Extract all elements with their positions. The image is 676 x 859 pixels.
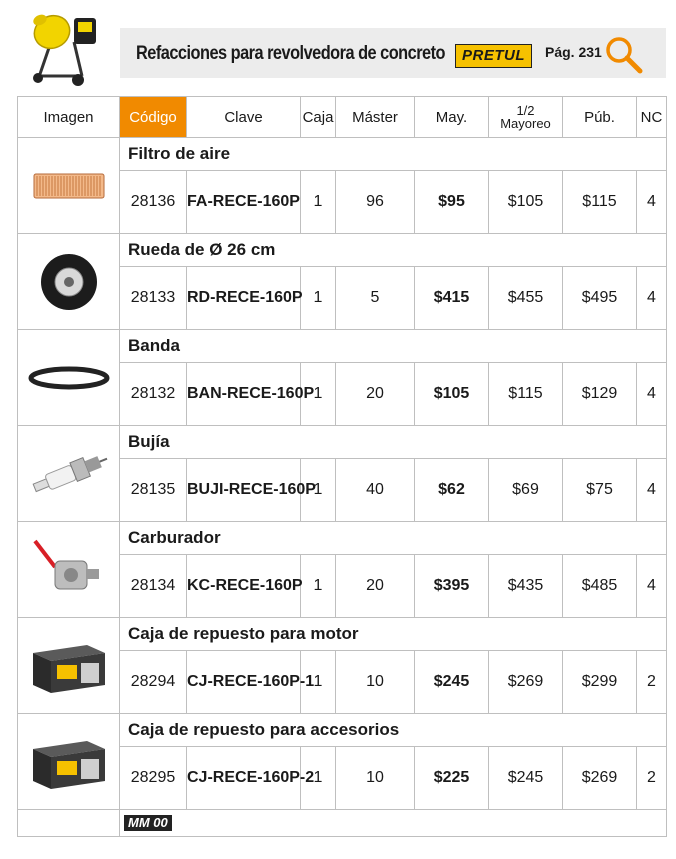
product-master: 96 (336, 171, 415, 234)
product-clave: BAN-RECE-160P (187, 363, 301, 426)
product-caja: 1 (301, 555, 336, 618)
product-name: Banda (120, 330, 667, 363)
product-image (18, 714, 120, 810)
air-filter-icon (18, 166, 119, 206)
product-clave: CJ-RECE-160P-1 (187, 651, 301, 714)
product-image (18, 138, 120, 234)
product-clave: CJ-RECE-160P-2 (187, 747, 301, 810)
concrete-mixer-image (22, 4, 108, 90)
product-caja: 1 (301, 267, 336, 330)
product-medio: $105 (489, 171, 563, 234)
parts-box-icon (18, 731, 119, 793)
product-caja: 1 (301, 171, 336, 234)
product-clave: BUJI-RECE-160P (187, 459, 301, 522)
parts-box-icon (18, 635, 119, 697)
product-clave: RD-RECE-160P (187, 267, 301, 330)
product-pub: $115 (563, 171, 637, 234)
product-codigo: 28132 (120, 363, 187, 426)
product-nc: 4 (637, 267, 667, 330)
col-medio-bottom: Mayoreo (500, 116, 551, 131)
product-medio: $455 (489, 267, 563, 330)
product-pub: $485 (563, 555, 637, 618)
product-may: $95 (415, 171, 489, 234)
product-name-row (18, 618, 667, 651)
product-codigo: 28134 (120, 555, 187, 618)
col-codigo: Código (120, 97, 187, 138)
product-name-row (18, 426, 667, 459)
col-imagen: Imagen (18, 97, 120, 138)
brand-logo: PRETUL (455, 44, 532, 68)
product-may: $105 (415, 363, 489, 426)
product-may: $415 (415, 267, 489, 330)
product-image (18, 522, 120, 618)
product-image (18, 234, 120, 330)
product-name: Bujía (120, 426, 667, 459)
table-footer-row (18, 810, 667, 837)
product-medio: $69 (489, 459, 563, 522)
product-codigo: 28295 (120, 747, 187, 810)
product-nc: 2 (637, 651, 667, 714)
product-caja: 1 (301, 747, 336, 810)
product-name-row (18, 330, 667, 363)
product-may: $395 (415, 555, 489, 618)
carburetor-icon (18, 537, 119, 603)
product-clave: KC-RECE-160P (187, 555, 301, 618)
product-may: $245 (415, 651, 489, 714)
product-codigo: 28136 (120, 171, 187, 234)
product-medio: $269 (489, 651, 563, 714)
col-medio-mayoreo (489, 97, 563, 138)
product-name: Carburador (120, 522, 667, 555)
product-codigo: 28135 (120, 459, 187, 522)
product-image (18, 618, 120, 714)
product-may: $225 (415, 747, 489, 810)
page-number: Pág. 231 (545, 44, 602, 60)
product-codigo: 28294 (120, 651, 187, 714)
product-caja: 1 (301, 363, 336, 426)
product-medio: $435 (489, 555, 563, 618)
mm-tag: MM 00 (124, 815, 172, 831)
footer-empty-cell (18, 810, 120, 837)
product-pub: $269 (563, 747, 637, 810)
product-master: 40 (336, 459, 415, 522)
product-name: Caja de repuesto para accesorios (120, 714, 667, 747)
product-image (18, 330, 120, 426)
product-master: 20 (336, 363, 415, 426)
product-master: 10 (336, 651, 415, 714)
col-master: Máster (336, 97, 415, 138)
product-master: 20 (336, 555, 415, 618)
product-pub: $129 (563, 363, 637, 426)
product-may: $62 (415, 459, 489, 522)
product-medio: $245 (489, 747, 563, 810)
col-pub: Púb. (563, 97, 637, 138)
page-title: Refacciones para revolvedora de concreto (136, 43, 446, 64)
product-pub: $75 (563, 459, 637, 522)
product-medio: $115 (489, 363, 563, 426)
product-name: Caja de repuesto para motor (120, 618, 667, 651)
product-name-row (18, 234, 667, 267)
search-icon[interactable] (603, 34, 643, 74)
col-nc: NC (637, 97, 667, 138)
product-nc: 4 (637, 459, 667, 522)
product-codigo: 28133 (120, 267, 187, 330)
product-pub: $299 (563, 651, 637, 714)
col-clave: Clave (187, 97, 301, 138)
product-image (18, 426, 120, 522)
product-nc: 4 (637, 171, 667, 234)
product-clave: FA-RECE-160P (187, 171, 301, 234)
col-may: May. (415, 97, 489, 138)
col-caja: Caja (301, 97, 336, 138)
col-medio-top: 1/2 (516, 103, 535, 118)
belt-icon (18, 363, 119, 393)
product-name-row (18, 714, 667, 747)
parts-table (17, 96, 667, 837)
spark-plug-icon (18, 444, 119, 504)
product-caja: 1 (301, 459, 336, 522)
footer-cell (120, 810, 667, 837)
product-nc: 4 (637, 363, 667, 426)
product-name-row (18, 138, 667, 171)
product-pub: $495 (563, 267, 637, 330)
wheel-icon (18, 251, 119, 313)
product-nc: 2 (637, 747, 667, 810)
product-caja: 1 (301, 651, 336, 714)
table-header-row (18, 97, 667, 138)
product-name-row (18, 522, 667, 555)
product-name: Filtro de aire (120, 138, 667, 171)
product-name: Rueda de Ø 26 cm (120, 234, 667, 267)
product-master: 10 (336, 747, 415, 810)
product-master: 5 (336, 267, 415, 330)
product-nc: 4 (637, 555, 667, 618)
